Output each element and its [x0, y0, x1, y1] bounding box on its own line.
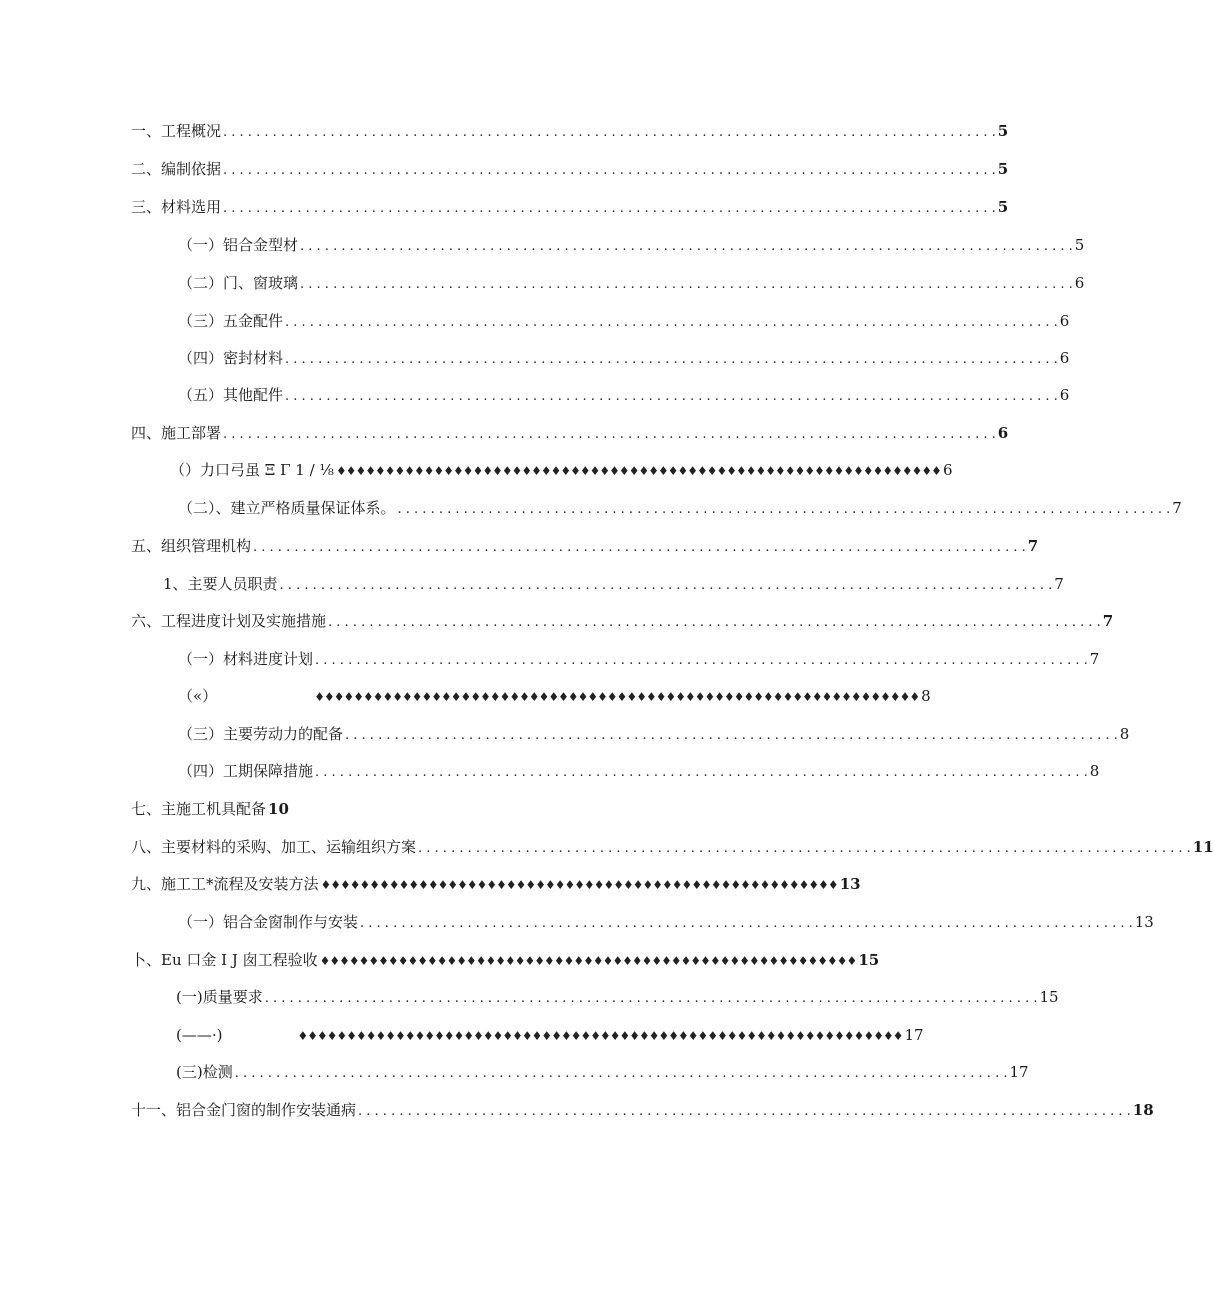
toc-entry[interactable]	[178, 721, 1130, 747]
toc-entry[interactable]	[131, 1097, 1154, 1123]
toc-entry-page: 7	[1102, 612, 1114, 630]
toc-entry-label: (一)质量要求	[176, 988, 263, 1006]
toc-entry[interactable]	[178, 909, 1154, 935]
toc-entry-page: 18	[1132, 1101, 1154, 1119]
toc-dot-leader	[358, 1099, 1131, 1125]
toc-entry-page: 6	[1059, 312, 1070, 330]
toc-entry-label: 三、材料选用	[131, 198, 222, 216]
toc-entry[interactable]	[131, 194, 1009, 220]
toc-entry-label: （三）五金配件	[178, 312, 284, 330]
toc-dot-leader	[285, 310, 1058, 336]
toc-entry-page: 7	[1089, 650, 1100, 668]
toc-entry-page: 7	[1054, 575, 1064, 593]
toc-entry-label: 二、编制依据	[131, 160, 222, 178]
toc-entry-page: 15	[858, 951, 880, 969]
toc-diamond-leader: ♦♦♦♦♦♦♦♦♦♦♦♦♦♦♦♦♦♦♦♦♦♦♦♦♦♦♦♦♦♦♦♦♦♦♦♦♦♦♦♦♦♦♦♦♦♦♦♦♦♦♦♦♦	[320, 878, 838, 892]
toc-dot-leader	[265, 986, 1038, 1012]
toc-entry-page: 11	[1192, 838, 1214, 856]
toc-dot-leader	[285, 384, 1058, 410]
toc-entry[interactable]	[131, 871, 861, 897]
toc-entry[interactable]	[178, 495, 1182, 521]
toc-entry[interactable]	[176, 1059, 1029, 1085]
toc-entry-page: 6	[1074, 274, 1085, 292]
toc-entry[interactable]	[131, 947, 880, 973]
toc-entry-page: 17	[1009, 1063, 1029, 1081]
toc-entry-label: (三)检测	[176, 1063, 233, 1081]
toc-entry[interactable]	[178, 382, 1070, 408]
toc-diamond-leader: ♦♦♦♦♦♦♦♦♦♦♦♦♦♦♦♦♦♦♦♦♦♦♦♦♦♦♦♦♦♦♦♦♦♦♦♦♦♦♦♦♦♦♦♦♦♦♦♦♦♦♦♦♦♦♦	[319, 954, 857, 968]
toc-dot-leader	[253, 535, 1026, 561]
toc-dot-leader	[315, 760, 1088, 786]
toc-entry-page: 5	[997, 198, 1009, 216]
toc-entry-page: 6	[1059, 349, 1070, 367]
toc-dot-leader	[360, 911, 1133, 937]
toc-entry-label: 十一、铝合金门窗的制作安装通病	[131, 1101, 357, 1119]
toc-entry-page: 7	[1172, 499, 1182, 517]
toc-entry[interactable]	[178, 646, 1100, 672]
toc-entry-page: 6	[942, 461, 953, 479]
toc-dot-leader	[223, 158, 996, 184]
toc-diamond-leader: ♦♦♦♦♦♦♦♦♦♦♦♦♦♦♦♦♦♦♦♦♦♦♦♦♦♦♦♦♦♦♦♦♦♦♦♦♦♦♦♦♦♦♦♦♦♦♦♦♦♦♦♦♦♦♦♦♦♦♦♦♦♦	[297, 1029, 903, 1043]
toc-entry[interactable]	[131, 156, 1009, 182]
toc-entry-page: 5	[997, 122, 1009, 140]
toc-entry-label: （）力口弓虽 Ξ Γ 1 / ⅛	[170, 461, 334, 479]
toc-entry[interactable]	[178, 308, 1070, 334]
toc-entry[interactable]	[178, 270, 1085, 296]
toc-dot-leader	[300, 272, 1073, 298]
toc-entry-label: (——·)	[176, 1026, 223, 1044]
toc-entry[interactable]	[178, 345, 1070, 371]
toc-entry-label: 六、工程进度计划及实施措施	[131, 612, 327, 630]
toc-entry-label: （四）密封材料	[178, 349, 284, 367]
toc-dot-leader	[398, 497, 1171, 523]
toc-entry[interactable]	[170, 457, 953, 483]
toc-entry-label: （三）主要劳动力的配备	[178, 725, 344, 743]
toc-entry[interactable]	[131, 608, 1114, 634]
toc-dot-leader	[418, 836, 1191, 862]
toc-entry-label: 1、主要人员职责	[163, 575, 278, 593]
toc-entry-label: （二）门、窗玻璃	[178, 274, 299, 292]
toc-entry-page: 13	[839, 875, 861, 893]
toc-entry[interactable]	[178, 232, 1085, 258]
toc-entry[interactable]	[131, 796, 431, 822]
toc-entry-page: 8	[921, 687, 931, 705]
toc-entry-label: （二）、建立严格质量保证体系。	[178, 499, 396, 517]
toc-entry[interactable]	[176, 984, 1059, 1010]
toc-entry-page: 17	[904, 1026, 924, 1044]
toc-entry-page: 5	[1074, 236, 1085, 254]
toc-entry-label: 八、主要材料的采购、加工、运输组织方案	[131, 838, 417, 856]
toc-entry[interactable]	[131, 834, 1214, 860]
toc-entry-label: （一）材料进度计划	[178, 650, 314, 668]
toc-entry[interactable]	[131, 420, 1009, 446]
toc-entry[interactable]	[131, 118, 1009, 144]
toc-entry-label: （四）工期保障措施	[178, 762, 314, 780]
toc-entry-page: 10	[268, 800, 289, 818]
toc-entry-label: （«）	[178, 687, 218, 705]
toc-entry-label: 九、施工工*流程及安装方法	[131, 875, 319, 893]
toc-entry-page: 6	[997, 424, 1009, 442]
toc-entry[interactable]	[176, 1022, 924, 1048]
toc-diamond-leader: ♦♦♦♦♦♦♦♦♦♦♦♦♦♦♦♦♦♦♦♦♦♦♦♦♦♦♦♦♦♦♦♦♦♦♦♦♦♦♦♦♦♦♦♦♦♦♦♦♦♦♦♦♦♦♦♦♦♦♦♦♦♦	[335, 464, 941, 478]
toc-entry-page: 6	[1059, 386, 1070, 404]
toc-entry-page: 8	[1119, 725, 1130, 743]
toc-entry-label: （五）其他配件	[178, 386, 284, 404]
toc-entry-label: （一）铝合金窗制作与安装	[178, 913, 359, 931]
toc-dot-leader	[285, 347, 1058, 373]
toc-dot-leader	[223, 120, 996, 146]
toc-dot-leader	[223, 196, 996, 222]
toc-dot-leader	[315, 648, 1088, 674]
toc-entry-label: 卜、Eu 口金 I J 囱工程验收	[131, 951, 318, 969]
toc-entry[interactable]	[178, 683, 931, 709]
toc-dot-leader	[235, 1061, 1008, 1087]
toc-entry[interactable]	[178, 758, 1100, 784]
toc-entry-page: 5	[997, 160, 1009, 178]
toc-diamond-leader: ♦♦♦♦♦♦♦♦♦♦♦♦♦♦♦♦♦♦♦♦♦♦♦♦♦♦♦♦♦♦♦♦♦♦♦♦♦♦♦♦♦♦♦♦♦♦♦♦♦♦♦♦♦♦♦♦♦♦♦♦♦♦	[314, 690, 920, 704]
toc-dot-leader	[280, 573, 1053, 599]
toc-entry-label: 七、主施工机具配备	[131, 800, 267, 818]
toc-dot-leader	[345, 723, 1118, 749]
toc-entry-label: （一）铝合金型材	[178, 236, 299, 254]
toc-dot-leader	[328, 610, 1101, 636]
toc-dot-leader	[223, 422, 996, 448]
toc-dot-leader	[300, 234, 1073, 260]
toc-entry-page: 8	[1089, 762, 1100, 780]
toc-entry[interactable]	[163, 571, 1064, 597]
toc-entry-label: 四、施工部署	[131, 424, 222, 442]
toc-entry-page: 15	[1039, 988, 1059, 1006]
toc-entry-page: 13	[1134, 913, 1154, 931]
toc-entry[interactable]	[131, 533, 1039, 559]
toc-entry-label: 一、工程概况	[131, 122, 222, 140]
toc-entry-page: 7	[1027, 537, 1039, 555]
toc-entry-label: 五、组织管理机构	[131, 537, 252, 555]
